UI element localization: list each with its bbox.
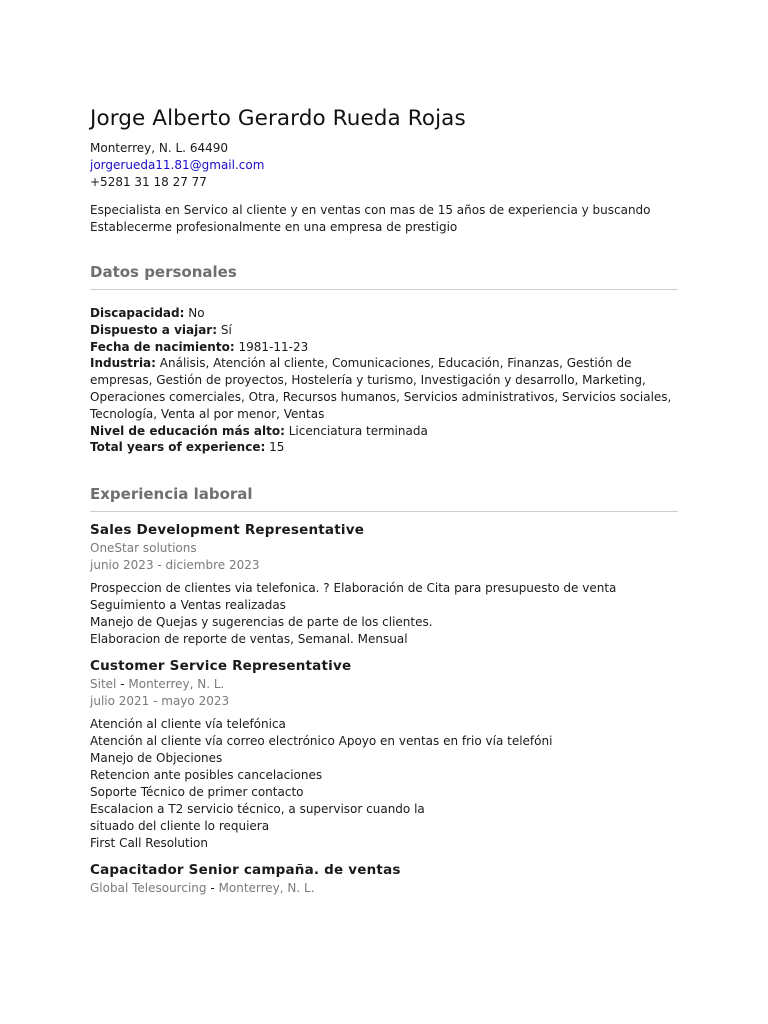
job-company-line <box>90 880 678 897</box>
job-description-line: Retencion ante posibles cancelaciones <box>90 768 323 783</box>
location-text: Monterrey, N. L. 64490 <box>90 141 228 155</box>
field-value: Análisis, Atención al cliente, Comunicaciones, Educación, Finanzas, Gestión de empresas, Gestión de proyectos, Hostelería y turismo, Investigación y desarrollo, Marketing, Operaciones comerciales, Otra, Recursos humanos, Servicios administrativos, Servicios sociales, Tecnología, Venta al por menor, Ventas <box>90 356 672 421</box>
resume-header <box>90 104 678 191</box>
job-description-line: Atención al cliente vía telefónica <box>90 717 286 732</box>
job-description-line: Escalacion a T2 servicio técnico, a supervisor cuando la <box>90 802 425 817</box>
email-link[interactable]: jorgerueda11.81@gmail.com <box>90 158 265 172</box>
job-description <box>90 580 678 648</box>
summary-line: Especialista en Servico al cliente y en ventas con mas de 15 años de experiencia y buscando <box>90 203 651 217</box>
job-description-line: Manejo de Objeciones <box>90 751 223 766</box>
field-disability <box>90 305 678 322</box>
job-description-line: First Call Resolution <box>90 836 208 851</box>
job-description-line: Atención al cliente vía correo electrónico Apoyo en ventas en frio vía telefóni <box>90 734 553 749</box>
job-title: Capacitador Senior campaña. de ventas <box>90 862 401 879</box>
field-value: 15 <box>269 440 285 455</box>
field-label: Dispuesto a viajar: <box>90 322 218 337</box>
job-company: OneStar solutions <box>90 541 197 556</box>
field-years-experience <box>90 439 678 456</box>
job-dates: junio 2023 - diciembre 2023 <box>90 558 260 573</box>
field-value: No <box>188 306 205 320</box>
job-entry <box>90 657 678 852</box>
job-description-line: situado del cliente lo requiera <box>90 819 270 834</box>
job-description <box>90 716 678 852</box>
job-description-line: Elaboracion de reporte de ventas, Semanal. Mensual <box>90 632 408 647</box>
field-value: Sí <box>220 322 232 337</box>
resume-page <box>90 104 678 897</box>
field-label: Total years of experience: <box>90 440 266 455</box>
job-company: Global Telesourcing <box>90 881 207 896</box>
field-birth-date <box>90 339 678 356</box>
job-entry <box>90 861 678 897</box>
field-label: Nivel de educación más alto: <box>90 423 285 438</box>
job-location: Monterrey, N. L. <box>218 881 315 896</box>
job-location: Monterrey, N. L. <box>128 677 225 692</box>
job-dates: julio 2021 - mayo 2023 <box>90 694 230 709</box>
summary <box>90 202 678 236</box>
personal-data-section <box>90 262 678 456</box>
field-education <box>90 423 678 440</box>
field-willing-to-travel <box>90 322 678 339</box>
field-label: Fecha de nacimiento: <box>90 339 235 354</box>
job-description-line: Prospeccion de clientes via telefonica. ? Elaboración de Cita para presupuesto de venta Seguimiento a Ventas realizadas <box>90 581 621 613</box>
phone-text: +5281 31 18 27 77 <box>90 175 207 189</box>
field-industry <box>90 355 678 422</box>
section-title-experience: Experiencia laboral <box>90 485 253 504</box>
work-experience-section <box>90 484 678 897</box>
personal-fields <box>90 305 678 456</box>
candidate-name: Jorge Alberto Gerardo Rueda Rojas <box>90 106 466 131</box>
field-label: Industria: <box>90 356 156 371</box>
field-value: 1981-11-23 <box>238 339 309 354</box>
separator: - <box>120 677 125 692</box>
job-description-line: Soporte Técnico de primer contacto <box>90 785 304 800</box>
job-description-line: Manejo de Quejas y sugerencias de parte de los clientes. <box>90 615 433 630</box>
section-divider <box>90 289 678 290</box>
section-divider <box>90 511 678 512</box>
job-company: Sitel <box>90 677 117 692</box>
field-value: Licenciatura terminada <box>288 423 428 438</box>
job-title: Customer Service Representative <box>90 658 352 675</box>
section-title-personal: Datos personales <box>90 263 237 281</box>
separator: - <box>210 881 215 896</box>
job-title: Sales Development Representative <box>90 522 365 539</box>
summary-line: Establecerme profesionalmente en una empresa de prestigio <box>90 220 458 234</box>
field-label: Discapacidad: <box>90 306 185 320</box>
job-entry <box>90 521 678 648</box>
job-company-line <box>90 676 678 693</box>
